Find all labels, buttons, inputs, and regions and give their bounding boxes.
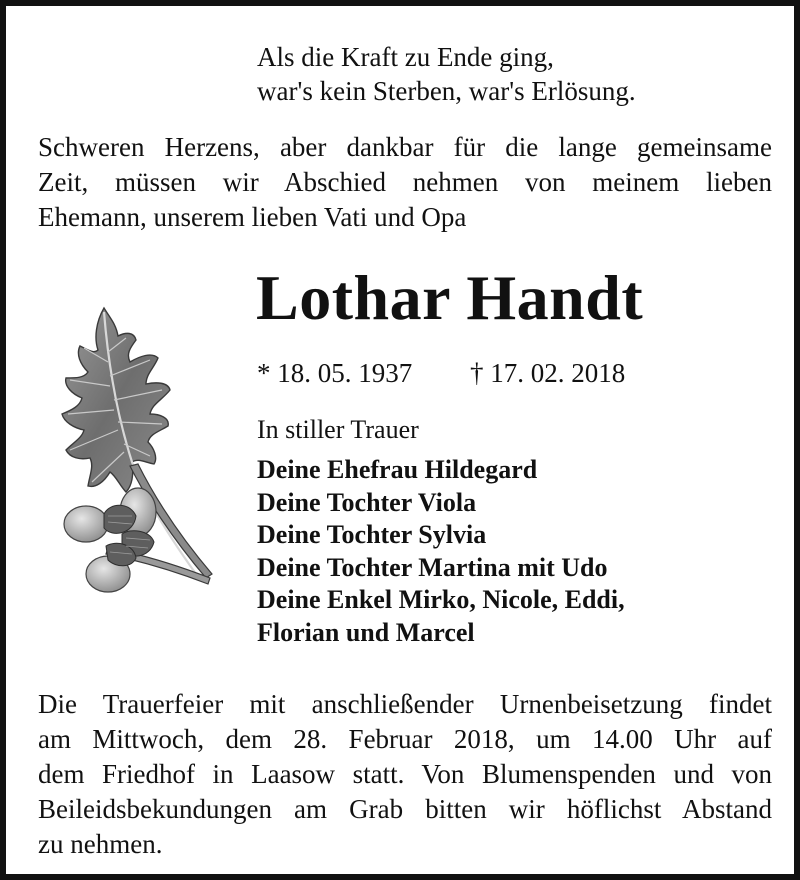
funeral-details-line: am Mittwoch, dem 28. Februar 2018, um 14.00 Uhr auf [38, 724, 772, 754]
family-member: Deine Tochter Sylvia [257, 520, 487, 549]
birth-date: * 18. 05. 1937 [257, 358, 413, 388]
verse-line: war's kein Sterben, war's Erlösung. [257, 76, 636, 106]
mourning-label: In stiller Trauer [257, 415, 419, 444]
deceased-name: Lothar Handt [256, 262, 644, 333]
funeral-details-line: Beileidsbekundungen am Grab bitten wir höflichst Abstand [38, 794, 772, 824]
intro-line: Zeit, müssen wir Abschied nehmen von meinem lieben [38, 167, 772, 197]
family-member: Deine Tochter Martina mit Udo [257, 552, 608, 582]
intro-line: Ehemann, unserem lieben Vati und Opa [38, 202, 467, 232]
oak-leaf-acorn-icon [46, 302, 226, 602]
intro-text [38, 130, 772, 235]
family-member: Florian und Marcel [257, 617, 475, 647]
family-member: Deine Enkel Mirko, Nicole, Eddi, [257, 585, 625, 614]
death-date: † 17. 02. 2018 [470, 358, 626, 388]
verse-line: Als die Kraft zu Ende ging, [257, 42, 554, 72]
verse [257, 40, 636, 108]
funeral-details-line: zu nehmen. [38, 829, 163, 859]
life-dates [257, 356, 626, 390]
intro-line: Schweren Herzens, aber dankbar für die lange gemeinsame [38, 132, 772, 162]
family-list [257, 454, 625, 649]
funeral-details-line: Die Trauerfeier mit anschließender Urnenbeisetzung findet [38, 689, 772, 719]
funeral-details-line: dem Friedhof in Laasow statt. Von Blumenspenden und von [38, 759, 772, 789]
family-member: Deine Ehefrau Hildegard [257, 455, 538, 484]
family-member: Deine Tochter Viola [257, 487, 477, 517]
funeral-details [38, 687, 772, 862]
